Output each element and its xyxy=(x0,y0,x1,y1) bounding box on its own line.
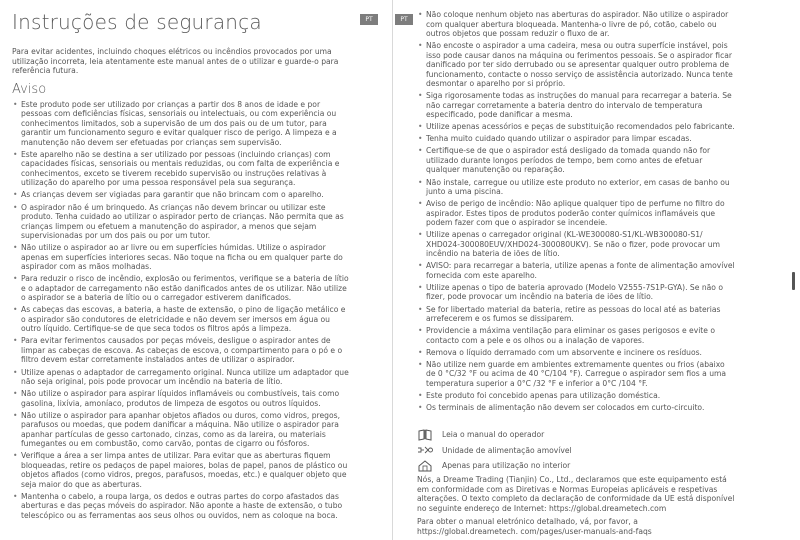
legend-row xyxy=(417,428,757,441)
page-divider xyxy=(392,0,393,540)
warning-item: • Para reduzir o risco de incêndio, explosão ou ferimentos, verifique se a bateria de lítio e o adaptador de carregamento não estão danificados antes de os utilizar. Não utilize o aspirador se a bateria de lítio ou o carregador estiverem danificados. xyxy=(12,274,352,303)
legend-row xyxy=(417,444,757,457)
legend-label: Leia o manual do operador xyxy=(442,430,545,439)
warning-item: • Não utilize nem guarde em ambientes extremamente quentes ou frios (abaixo de 0 °C/32 °F ou acima de 40 °C/104 °F). Carregue o aspirador sem fios a uma temperatura superior a 0°C /32 °F e inferior a 0°C /104 °F. xyxy=(417,360,735,389)
language-tag-right: PT xyxy=(395,14,413,25)
warning-item: • AVISO: para recarregar a bateria, utilize apenas a fonte de alimentação amovível fornecida com este aparelho. xyxy=(417,261,735,280)
intro-paragraph: Para evitar acidentes, incluindo choques elétricos ou incêndios provocados por uma utilização incorreta, leia atentamente este manual antes de o utilizar e guarde-o para referência futura. xyxy=(12,47,339,76)
warning-item: • Não utilize o aspirador para apanhar objetos afiados ou duros, como vidros, pregos, parafusos ou moedas, que podem danificar a máquina. Não utilize o aspirador para apanhar partículas de gesso cartonado, cinzas, como as da lareira, ou materiais fumegantes ou em combustão, como carvão, pontas de cigarro ou fósforos. xyxy=(12,411,352,449)
page-title: Instruções de segurança xyxy=(12,10,262,34)
warning-item: • Não encoste o aspirador a uma cadeira, mesa ou outra superfície instável, pois isso pode causar danos na máquina ou ferimentos pessoais. Se o aspirador ficar danificado por ter sido derrubado ou se apresentar qualquer outro problema de funcionamento, contacte o nosso serviço de assistência autorizado. Nunca tente desmontar o aparelho por si próprio. xyxy=(417,41,735,89)
warning-item: • Não utilize o aspirador para aspirar líquidos inflamáveis ou combustíveis, tais como gasolina, lixívia, amoníaco, produtos de limpeza de esgotos ou outros líquidos. xyxy=(12,389,352,408)
left-warning-list xyxy=(12,100,352,521)
scrollbar-thumb[interactable] xyxy=(792,272,795,290)
warning-item: • Verifique a área a ser limpa antes de utilizar. Para evitar que as aberturas fiquem bloqueadas, retire os pedaços de papel maiores, bolas de papel, panos de plástico ou objetos afiados (como vidros, pregos, parafusos, moedas, etc.) e qualquer objeto que seja maior do que as aberturas. xyxy=(12,451,352,489)
warning-item: • Tenha muito cuidado quando utilizar o aspirador para limpar escadas. xyxy=(417,134,735,144)
indoor-use-icon xyxy=(417,460,433,472)
warning-item: • As cabeças das escovas, a bateria, a haste de extensão, o pino de ligação metálico e o aspirador são condutores de eletricidade e não devem ser imersos em água ou outro líquido. Certifique-se de que seca todos os filtros após a limpeza. xyxy=(12,305,352,334)
warning-item: • As crianças devem ser vigiadas para garantir que não brincam com o aparelho. xyxy=(12,190,352,200)
warning-item: • Não utilize o aspirador ao ar livre ou em superfícies húmidas. Utilize o aspirador apenas em superfícies interiores secas. Não toque na ficha ou em qualquer parte do aspirador com as mãos molhadas. xyxy=(12,243,352,272)
warning-item: • Remova o líquido derramado com um absorvente e incinere os resíduos. xyxy=(417,348,735,358)
warning-item: • Este produto pode ser utilizado por crianças a partir dos 8 anos de idade e por pessoas com deficiências físicas, sensoriais ou intelectuais, ou com experiência ou conhecimentos limitados, sob a supervisão de um dos pais ou de um tutor, para garantir um funcionamento seguro e evitar qualquer risco de perigo. A limpeza e a manutenção não devem ser efetuadas por crianças sem supervisão. xyxy=(12,100,352,148)
language-tag-left: PT xyxy=(360,14,378,25)
read-manual-icon xyxy=(417,429,433,441)
right-warning-list xyxy=(417,10,735,415)
warning-item: • Este produto foi concebido apenas para utilização doméstica. xyxy=(417,391,735,401)
warning-item: • Siga rigorosamente todas as instruções do manual para recarregar a bateria. Se não carregar corretamente a bateria dentro do intervalo de temperatura especificado, pode danificar a mesma. xyxy=(417,91,735,120)
footer-notes xyxy=(417,475,739,540)
warning-item: • Para evitar ferimentos causados por peças móveis, desligue o aspirador antes de limpar as cabeças de escova. As cabeças de escova, o compartimento para o pó e o filtro devem estar corretamente instalados antes de utilizar o aspirador. xyxy=(12,336,352,365)
warning-item: • Providencie a máxima ventilação para eliminar os gases perigosos e evite o contacto com a pele e os olhos ou a inalação de vapores. xyxy=(417,326,735,345)
legend-row xyxy=(417,459,757,472)
legend-label: Unidade de alimentação amovível xyxy=(442,445,572,455)
warning-item: • Utilize apenas o adaptador de carregamento original. Nunca utilize um adaptador que não seja original, pois pode provocar um incêndio na bateria de lítio. xyxy=(12,368,352,387)
power-supply-unit-icon xyxy=(417,444,433,456)
warning-item: • Os terminais de alimentação não devem ser colocados em curto-circuito. xyxy=(417,403,735,413)
warning-item: • Não instale, carregue ou utilize este produto no exterior, em casas de banho ou junto a uma piscina. xyxy=(417,178,735,197)
warning-item: • Utilize apenas o carregador original (KL-WE300080-S1/KL-WB300080-S1/ XHD024-300080EUV/XHD024-300080UKV). Se não o fizer, pode provocar um incêndio na bateria de iões de lítio. xyxy=(417,230,735,259)
warning-item: • O aspirador não é um brinquedo. As crianças não devem brincar ou utilizar este produto. Tenha cuidado ao utilizar o aspirador perto de crianças. Não permita que as crianças limpem ou efetuem a manutenção do aspirador, a menos que sejam supervisionadas por um dos pais ou por um tutor. xyxy=(12,203,352,241)
warning-item: • Utilize apenas acessórios e peças de substituição recomendados pelo fabricante. xyxy=(417,122,735,132)
manual-download-note: Para obter o manual eletrónico detalhado, vá, por favor, a https://global.dreametech. com/pages/user-manuals-and-faqs xyxy=(417,517,652,536)
conformity-declaration: Nós, a Dreame Trading (Tianjin) Co., Ltd., declaramos que este equipamento está em conformidade com as Diretivas e Normas Europeias aplicáveis e respetivas alterações. O texto completo da declaração de conformidade da UE está disponível no seguinte endereço de Internet: https://global.dreametech.com xyxy=(417,475,735,513)
warning-item: • Não coloque nenhum objeto nas aberturas do aspirador. Não utilize o aspirador com qualquer abertura bloqueada. Mantenha-o livre de pó, cotão, cabelo ou outros objetos que possam reduzir o fluxo de ar. xyxy=(417,10,735,39)
warning-item: • Aviso de perigo de incêndio: Não aplique qualquer tipo de perfume no filtro do aspirador. Estes tipos de produtos poderão conter químicos inflamáveis que podem fazer com que o aspirador se incendeie. xyxy=(417,199,735,228)
warning-item: • Utilize apenas o tipo de bateria aprovado (Modelo V2555-7S1P-GYA). Se não o fizer, pode provocar um incêndio na bateria de iões de lítio. xyxy=(417,283,735,302)
left-page xyxy=(0,0,391,540)
warning-item: • Mantenha o cabelo, a roupa larga, os dedos e outras partes do corpo afastados das aberturas e das peças móveis do aspirador. Não aponte a haste de extensão, o tubo telescópico ou as ferramentas aos seus olhos ou ouvidos, nem as coloque na boca. xyxy=(12,492,352,521)
right-page xyxy=(395,0,800,540)
legend-label: Apenas para utilização no interior xyxy=(442,461,571,470)
section-heading-aviso: Aviso xyxy=(12,81,47,97)
warning-item: • Certifique-se de que o aspirador está desligado da tomada quando não for utilizado durante longos períodos de tempo, bem como antes de efetuar qualquer manutenção ou reparação. xyxy=(417,146,735,175)
symbol-legend xyxy=(417,428,757,475)
warning-item: • Se for libertado material da bateria, retire as pessoas do local até as baterias arrefecerem e os fumos se dissiparem. xyxy=(417,305,735,324)
warning-item: • Este aparelho não se destina a ser utilizado por pessoas (incluindo crianças) com capacidades físicas, sensoriais ou mentais reduzidas, ou com falta de experiência e conhecimentos, exceto se tiverem recebido supervisão ou instruções relativas à utilização do aparelho por uma pessoa responsável pela sua segurança. xyxy=(12,150,352,188)
